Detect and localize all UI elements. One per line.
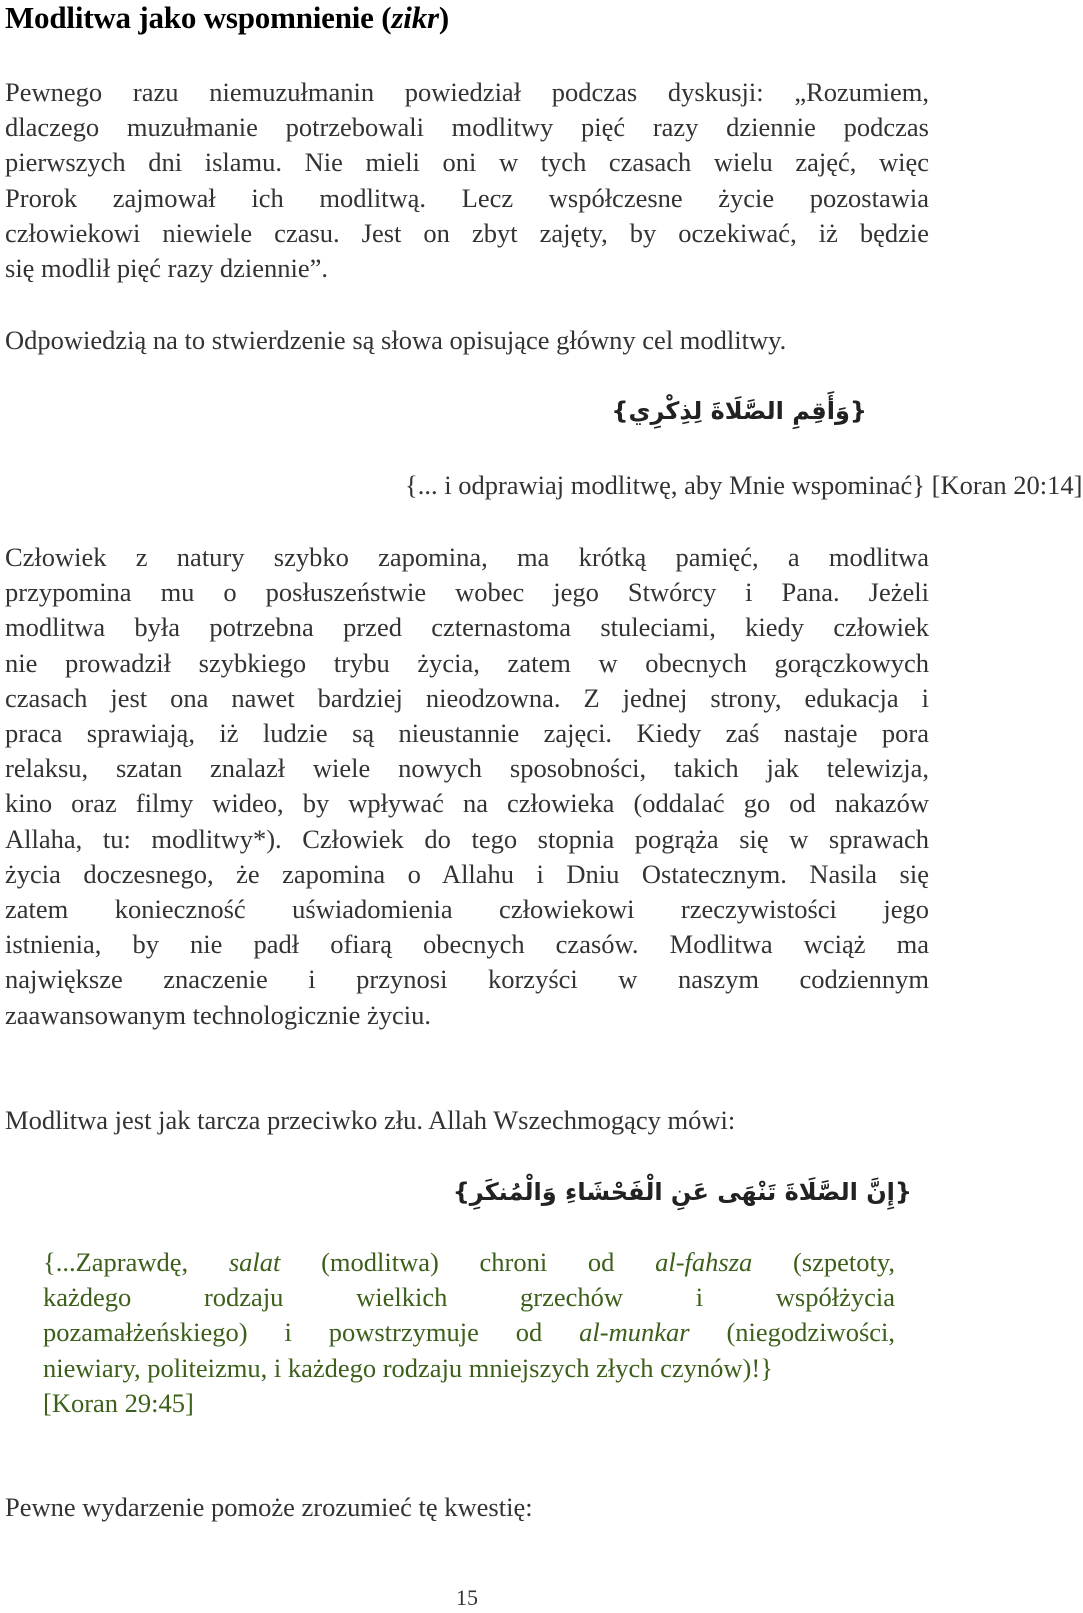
quote-term-salat: salat bbox=[228, 1247, 281, 1277]
arabic-verse-1: {وَأَقِمِ الصَّلَاةَ لِذِكْرِي} bbox=[611, 397, 867, 425]
paragraph-line: Modlitwa jest jak tarcza przeciwko złu. Allah Wszechmogący mówi: bbox=[5, 1105, 736, 1135]
paragraph-line: przypomina mu o posłuszeństwie wobec jego Stwórcy i Pana. Jeżeli bbox=[5, 577, 929, 608]
paragraph-line: kino oraz filmy wideo, by wpływać na człowieka (oddalać go od nakazów bbox=[5, 788, 929, 819]
paragraph-line: człowiekowi niewiele czasu. Jest on zbyt zajęty, by oczekiwać, iż będzie bbox=[5, 217, 929, 248]
heading-italic-term: zikr bbox=[391, 0, 439, 35]
paragraph-line: istnienia, by nie padł ofiarą obecnych czasów. Modlitwa wciąż ma bbox=[5, 929, 929, 960]
paragraph-closing bbox=[5, 1490, 929, 1525]
quran-quote-2 bbox=[43, 1245, 895, 1421]
paragraph-line: nie prowadził szybkiego trybu życia, zatem w obecnych gorączkowych bbox=[5, 647, 929, 678]
quote-reference: [Koran 29:45] bbox=[43, 1387, 194, 1418]
quote-text: (szpetoty, bbox=[752, 1247, 896, 1277]
quote-line: każdego rodzaju wielkich grzechów i współżycia bbox=[43, 1282, 895, 1313]
paragraph-line: relaksu, szatan znalazł wiele nowych sposobności, takich jak telewizja, bbox=[5, 753, 929, 784]
quote-text: (niegodziwości, bbox=[689, 1317, 896, 1348]
paragraph-line: Allaha, tu: modlitwy*). Człowiek do tego stopnia pogrąża się w sprawach bbox=[5, 823, 929, 854]
paragraph-main bbox=[5, 540, 929, 1033]
paragraph-line: Prorok zajmował ich modlitwą. Lecz współczesne życie pozostawia bbox=[5, 182, 929, 213]
quote-text: {...Zaprawdę, bbox=[43, 1247, 229, 1277]
quote-line bbox=[43, 1245, 895, 1280]
paragraph-line: Odpowiedzią na to stwierdzenie są słowa opisujące główny cel modlitwy. bbox=[5, 325, 787, 355]
paragraph-line: praca sprawiają, iż ludzie są nieustannie zajęci. Kiedy zaś nastaje pora bbox=[5, 718, 929, 749]
arabic-verse-2: {إِنَّ الصَّلَاةَ تَنْهَى عَنِ الْفَحْشَاءِ وَالْمُنكَرِ} bbox=[452, 1178, 912, 1206]
quote-text: (modlitwa) chroni od bbox=[280, 1247, 656, 1277]
heading-suffix: ) bbox=[438, 0, 449, 35]
quote-line: niewiary, politeizmu, i każdego rodzaju mniejszych złych czynów)!} bbox=[43, 1352, 773, 1383]
paragraph-line: Pewne wydarzenie pomoże zrozumieć tę kwestię: bbox=[5, 1492, 533, 1522]
paragraph-line: dlaczego muzułmanie potrzebowali modlitwy pięć razy dziennie podczas bbox=[5, 112, 929, 143]
paragraph-line: zatem konieczność uświadomienia człowiekowi rzeczywistości jego bbox=[5, 894, 929, 925]
section-heading bbox=[5, 0, 449, 36]
paragraph-line: pierwszych dni islamu. Nie mieli oni w tych czasach wielu zajęć, więc bbox=[5, 147, 929, 178]
quran-quote-1: {... i odprawiaj modlitwę, aby Mnie wspominać} [Koran 20:14] bbox=[405, 470, 1083, 500]
page-number: 15 bbox=[456, 1585, 478, 1610]
quote-term-fahsza: al-fahsza bbox=[655, 1247, 753, 1277]
paragraph-line: życia doczesnego, że zapomina o Allahu i Dniu Ostatecznym. Nasila się bbox=[5, 858, 929, 889]
paragraph-line: się modlił pięć razy dziennie”. bbox=[5, 253, 329, 284]
quote-line bbox=[43, 1315, 895, 1350]
paragraph-line: największe znaczenie i przynosi korzyści w naszym codziennym bbox=[5, 964, 929, 995]
paragraph-shield bbox=[5, 1103, 929, 1138]
heading-prefix: Modlitwa jako wspomnienie ( bbox=[5, 0, 392, 35]
paragraph-line: zaawansowanym technologicznie życiu. bbox=[5, 999, 432, 1030]
paragraph-line: Pewnego razu niemuzułmanin powiedział podczas dyskusji: „Rozumiem, bbox=[5, 77, 929, 107]
paragraph-answer bbox=[5, 323, 929, 358]
paragraph-line: Człowiek z natury szybko zapomina, ma krótką pamięć, a modlitwa bbox=[5, 542, 929, 572]
paragraph-line: czasach jest ona nawet bardziej nieodzowna. Z jednej strony, edukacja i bbox=[5, 682, 929, 713]
paragraph-line: modlitwa była potrzebna przed czternastoma stuleciami, kiedy człowiek bbox=[5, 612, 929, 643]
quote-term-munkar: al-munkar bbox=[579, 1317, 690, 1348]
quote-text: pozamałżeńskiego) i powstrzymuje od bbox=[43, 1317, 580, 1348]
paragraph-intro bbox=[5, 75, 929, 286]
